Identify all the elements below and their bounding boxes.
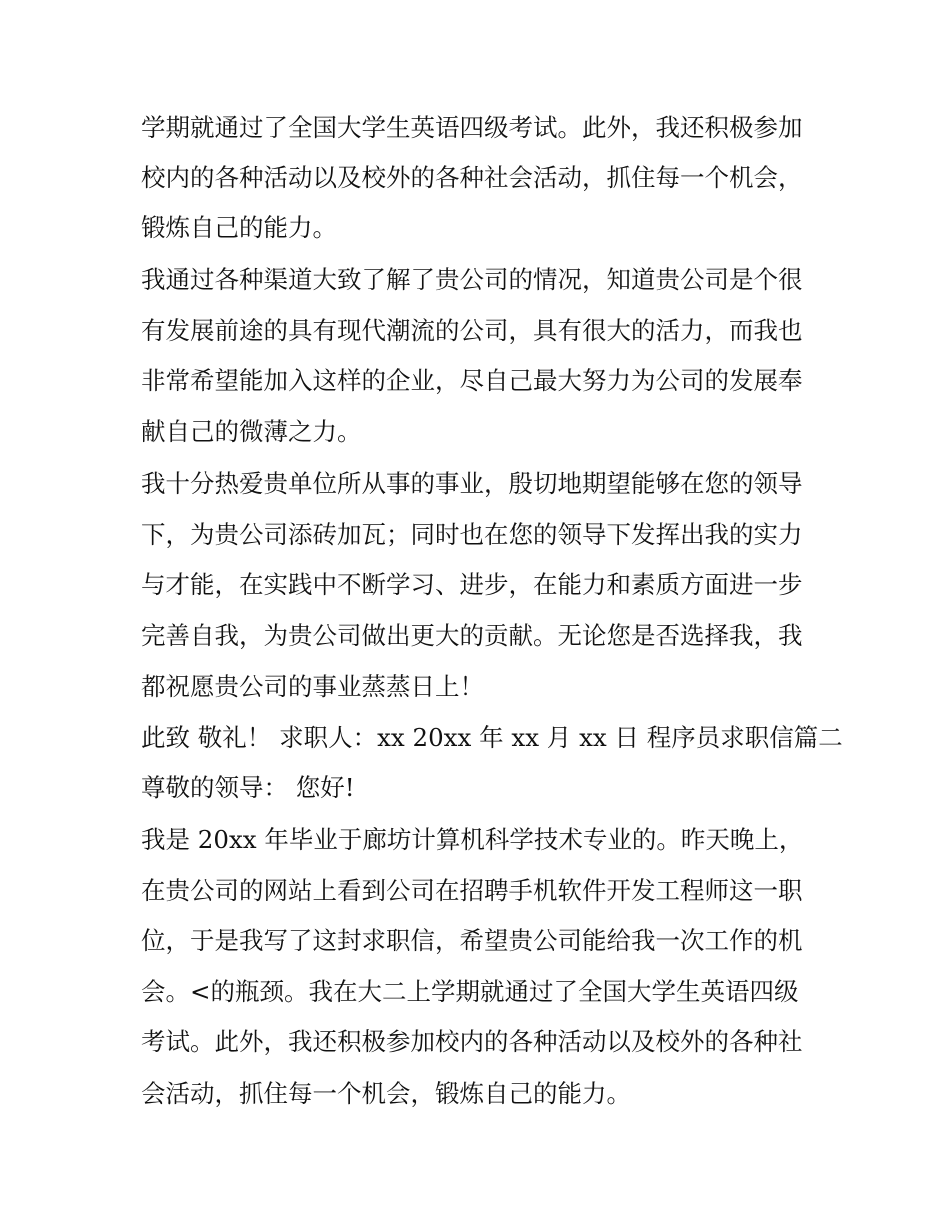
text-line: 下，为贵公司添砖加瓦；同时也在您的领导下发挥出我的实力 (141, 520, 803, 549)
text-line: 有发展前途的具有现代潮流的公司，具有很大的活力，而我也 (141, 316, 803, 345)
text-line: 学期就通过了全国大学生英语四级考试。此外，我还积极参加 (141, 113, 803, 142)
text-line: 完善自我，为贵公司做出更大的贡献。无论您是否选择我，我 (141, 621, 803, 650)
text-line: 我十分热爱贵单位所从事的事业，殷切地期望能够在您的领导 (141, 469, 803, 498)
text-line: 会活动，抓住每一个机会，锻炼自己的能力。 (141, 1079, 631, 1108)
text-line: 与才能，在实践中不断学习、进步，在能力和素质方面进一步 (141, 570, 803, 599)
text-line: 位，于是我写了这封求职信，希望贵公司能给我一次工作的机 (141, 926, 803, 955)
text-line: 尊敬的领导： 您好! (141, 773, 355, 802)
text-line: 献自己的微薄之力。 (141, 417, 362, 446)
text-line: 会。<的瓶颈。我在大二上学期就通过了全国大学生英语四级 (141, 977, 799, 1006)
text-line: 在贵公司的网站上看到公司在招聘手机软件开发工程师这一职 (141, 876, 803, 905)
text-line: 我通过各种渠道大致了解了贵公司的情况，知道贵公司是个很 (141, 265, 803, 294)
text-line: 都祝愿贵公司的事业蒸蒸日上！ (141, 672, 484, 701)
text-line: 锻炼自己的能力。 (141, 213, 337, 242)
text-line: 此致 敬礼！ 求职人：xx 20xx 年 xx 月 xx 日 程序员求职信篇二 (141, 723, 843, 752)
text-line: 我是 20xx 年毕业于廊坊计算机科学技术专业的。昨天晚上， (141, 825, 804, 854)
text-line: 校内的各种活动以及校外的各种社会活动，抓住每一个机会， (141, 163, 803, 192)
text-line: 非常希望能加入这样的企业，尽自己最大努力为公司的发展奉 (141, 366, 803, 395)
text-line: 考试。此外，我还积极参加校内的各种活动以及校外的各种社 (141, 1027, 803, 1056)
